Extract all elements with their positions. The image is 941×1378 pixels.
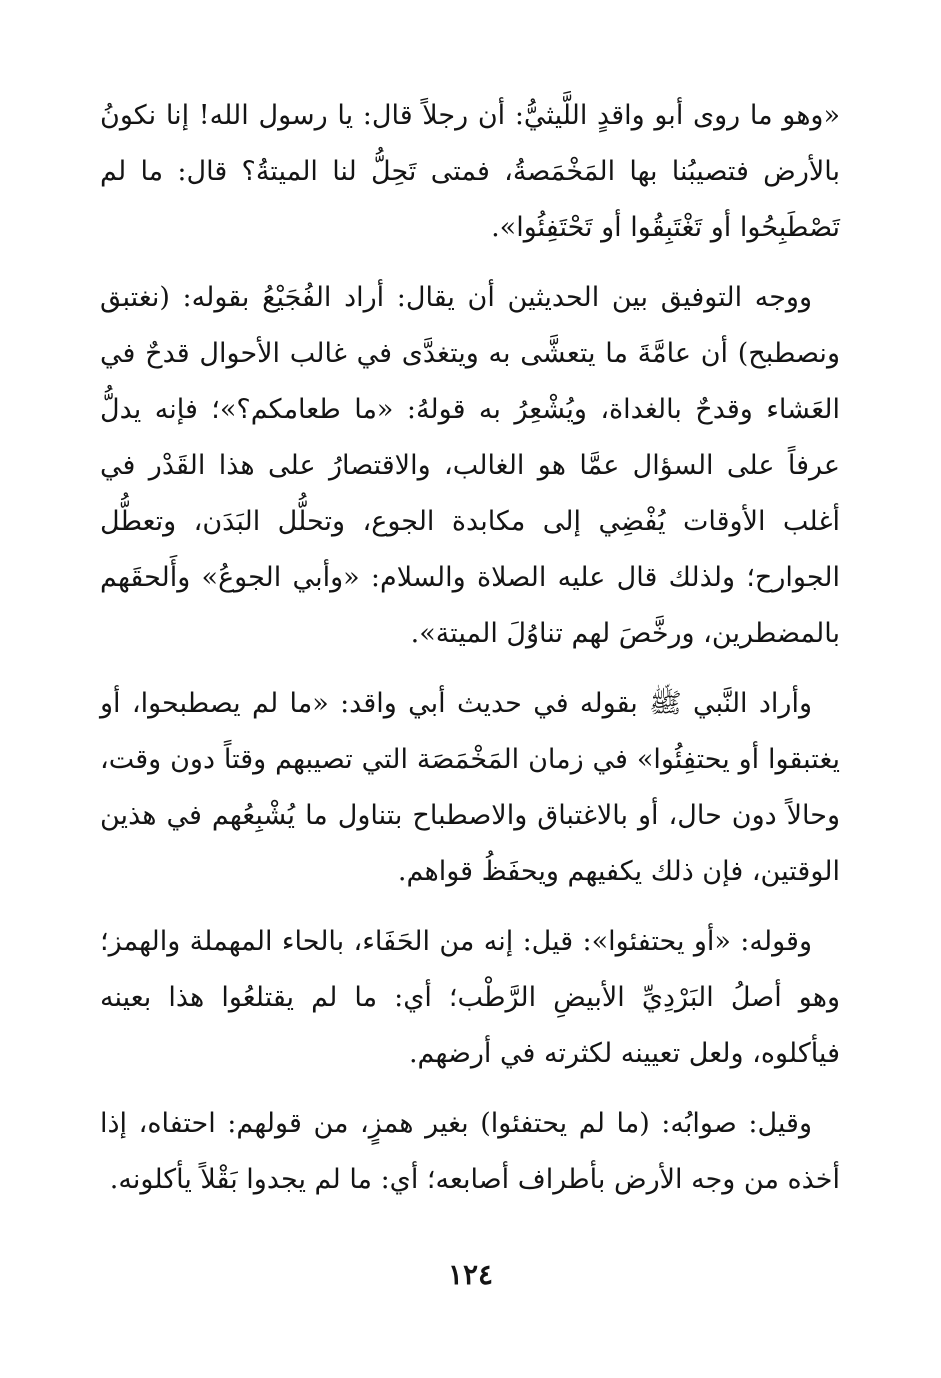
paragraph-1: «وهو ما روى أبو واقدٍ اللَّيثيُّ: أن رجلاً قال: يا رسول الله! إنا نكونُ بالأرض فتصيبُنا بها المَخْمَصةُ، فمتى تَحِلُّ لنا الميتةُ؟ قال: ما لم تَصْطَبِحُوا أو تَغْتَبِقُوا أو تَحْتَفِئُوا». bbox=[100, 100, 840, 243]
paragraph-2: ووجه التوفيق بين الحديثين أن يقال: أراد الفُجَيْعُ بقوله: (نغتبق ونصطبح) أن عامَّةَ ما يتعشَّى به ويتغدَّى في غالب الأحوال قدحٌ في العَشاء وقدحٌ بالغداة، ويُشْعِرُ به قولهُ: «ما طعامكم؟»؛ فإنه يدلُّ عرفاً على السؤال عمَّا هو الغالب، والاقتصارُ على هذا القَدْر في أغلب الأوقات يُفْضِي إلى مكابدة الجوع، وتحلُّل البَدَن، وتعطُّل الجوارح؛ ولذلك قال عليه الصلاة والسلام: «وأبي الجوعُ» وأَلحقَهم بالمضطرين، ورخَّصَ لهم تناوُلَ الميتة». bbox=[100, 282, 840, 649]
paragraph-4: وقوله: «أو يحتفئوا»: قيل: إنه من الحَفَاء، بالحاء المهملة والهمز؛ وهو أصلُ البَرْدِيِّ الأبيضِ الرَّطْب؛ أي: ما لم يقتلعُوا هذا بعينه فيأكلوه، ولعل تعيينه لكثرته في أرضهم. bbox=[100, 926, 840, 1069]
paragraph-3: وأراد النَّبي ﷺ بقوله في حديث أبي واقد: «ما لم يصطبحوا، أو يغتبقوا أو يحتفِئُوا» في زمان المَخْمَصَة التي تصيبهم وقتاً دون وقت، وحالاً دون حال، أو بالاغتباق والاصطباح بتناول ما يُشْبِعُهم في هذين الوقتين، فإن ذلك يكفيهم ويحفَظُ قواهم. bbox=[100, 688, 840, 887]
paragraph-5: وقيل: صوابُه: (ما لم يحتفئوا) بغير همزٍ، من قولهم: احتفاه، إذا أخذه من وجه الأرض بأطراف أصابعه؛ أي: ما لم يجدوا بَقْلاً يأكلونه. bbox=[100, 1108, 840, 1195]
page-body bbox=[100, 88, 840, 1222]
page-number: ١٢٤ bbox=[447, 1258, 494, 1291]
